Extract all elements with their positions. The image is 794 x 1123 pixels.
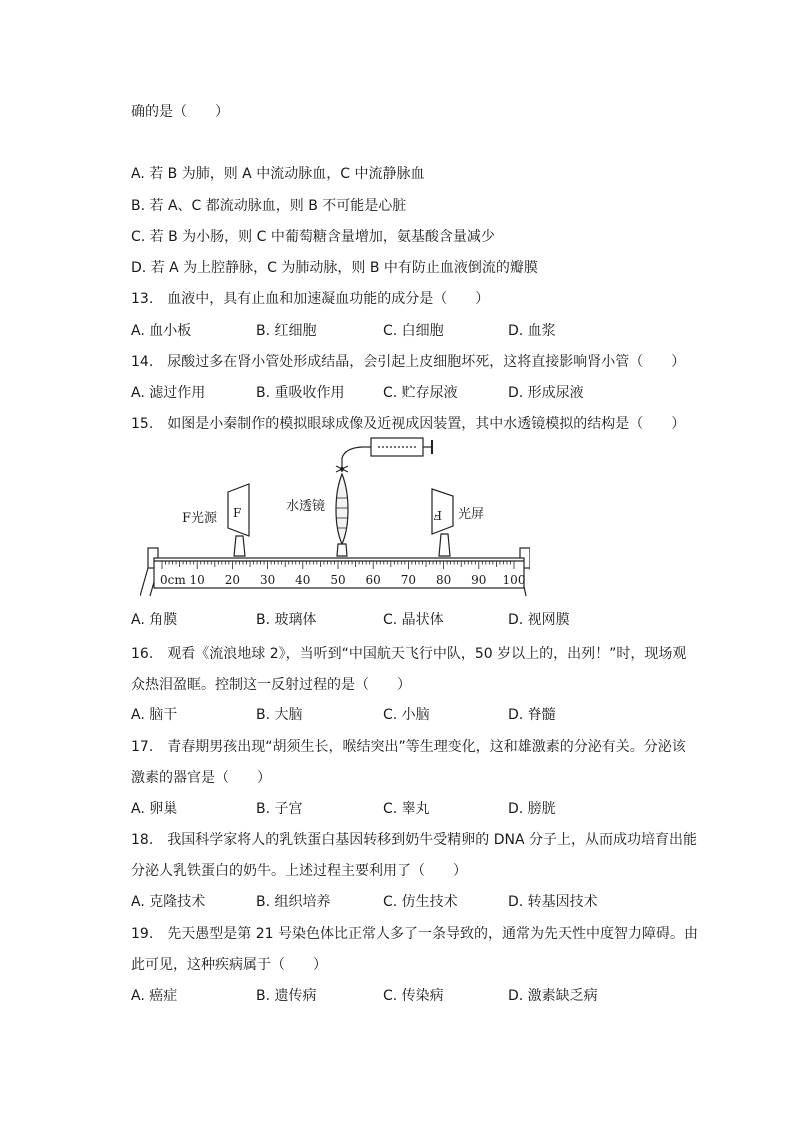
ruler-tick-label: 10 bbox=[189, 573, 205, 587]
ruler-tick-label: 80 bbox=[435, 573, 452, 587]
q16-stem-line2: 众热泪盈眶。控制这一反射过程的是（ ） bbox=[131, 677, 411, 693]
q18-stem-line1: 18. 我国科学家将人的乳铁蛋白基因转移到奶牛受精卵的 DNA 分子上，从而成功培育出能 bbox=[131, 832, 697, 848]
ruler-tick-label: 90 bbox=[471, 573, 487, 587]
q17-option-d: D. 膀胱 bbox=[508, 801, 556, 817]
optical-bench-ruler bbox=[140, 548, 530, 596]
ruler-tick-label: 60 bbox=[365, 573, 381, 587]
q17-option-a: A. 卵巢 bbox=[131, 801, 178, 817]
q13-option-d: D. 血浆 bbox=[508, 323, 556, 339]
ruler-tick-label: 100 bbox=[502, 573, 526, 587]
ruler-tick-label: 30 bbox=[259, 573, 276, 587]
light-source-letter: F bbox=[233, 506, 242, 520]
q19-stem-line2: 此可见，这种疾病属于（ ） bbox=[131, 957, 327, 973]
ruler-tick-label: 70 bbox=[400, 573, 417, 587]
light-source-label: F光源 bbox=[182, 511, 218, 526]
q12-option-b: B. 若 A、C 都流动脉血，则 B 不可能是心脏 bbox=[131, 198, 407, 214]
eye-model-figure bbox=[140, 434, 530, 606]
q19-stem-line1: 19. 先天愚型是第 21 号染色体比正常人多了一条导致的，通常为先天性中度智力障碍。由 bbox=[131, 926, 698, 942]
q15-stem: 15. 如图是小秦制作的模拟眼球成像及近视成因装置，其中水透镜模拟的结构是（ ） bbox=[131, 416, 686, 432]
screen-label: 光屏 bbox=[458, 507, 485, 522]
ruler-tick-label: 40 bbox=[295, 573, 311, 587]
q15-option-c: C. 晶状体 bbox=[383, 612, 444, 628]
water-lens-icon bbox=[336, 474, 348, 556]
q18-stem-line2: 分泌人乳铁蛋白的奶牛。上述过程主要利用了（ ） bbox=[131, 863, 467, 879]
ruler-tick-label: 0cm bbox=[160, 573, 186, 587]
q18-option-c: C. 仿生技术 bbox=[383, 894, 458, 910]
q19-option-b: B. 遗传病 bbox=[256, 988, 317, 1004]
q14-option-d: D. 形成尿液 bbox=[508, 385, 584, 401]
q13-stem: 13. 血液中，具有止血和加速凝血功能的成分是（ ） bbox=[131, 291, 490, 307]
q12-stem-tail: 确的是（ ） bbox=[131, 104, 229, 120]
q15-option-d: D. 视网膜 bbox=[508, 612, 570, 628]
q17-stem-line2: 激素的器官是（ ） bbox=[131, 770, 271, 786]
q15-option-b: B. 玻璃体 bbox=[256, 612, 317, 628]
q16-option-d: D. 脊髓 bbox=[508, 707, 556, 723]
q18-option-b: B. 组织培养 bbox=[256, 894, 331, 910]
q13-option-c: C. 白细胞 bbox=[383, 323, 444, 339]
q16-stem-line1: 16. 观看《流浪地球 2》，当听到“中国航天飞行中队，50 岁以上的，出列！”时，现场观 bbox=[131, 646, 687, 662]
q12-option-d: D. 若 A 为上腔静脉，C 为肺动脉，则 B 中有防止血液倒流的瓣膜 bbox=[131, 260, 538, 276]
q13-option-a: A. 血小板 bbox=[131, 323, 192, 339]
syringe-icon bbox=[342, 438, 432, 472]
q15-option-a: A. 角膜 bbox=[131, 612, 178, 628]
water-lens-label: 水透镜 bbox=[286, 499, 326, 514]
light-source-icon bbox=[228, 484, 249, 556]
q12-option-c: C. 若 B 为小肠，则 C 中葡萄糖含量增加，氨基酸含量减少 bbox=[131, 229, 495, 245]
q14-option-a: A. 滤过作用 bbox=[131, 385, 206, 401]
q14-stem: 14. 尿酸过多在肾小管处形成结晶，会引起上皮细胞坏死，这将直接影响肾小管（ ） bbox=[131, 354, 686, 370]
q18-option-d: D. 转基因技术 bbox=[508, 894, 598, 910]
q18-option-a: A. 克隆技术 bbox=[131, 894, 206, 910]
q19-option-d: D. 激素缺乏病 bbox=[508, 988, 598, 1004]
q16-option-b: B. 大脑 bbox=[256, 707, 303, 723]
ruler-tick-label: 50 bbox=[330, 573, 346, 587]
q19-option-c: C. 传染病 bbox=[383, 988, 444, 1004]
q16-option-a: A. 脑干 bbox=[131, 707, 178, 723]
q16-option-c: C. 小脑 bbox=[383, 707, 430, 723]
q19-option-a: A. 癌症 bbox=[131, 988, 178, 1004]
q14-option-b: B. 重吸收作用 bbox=[256, 385, 345, 401]
q13-option-b: B. 红细胞 bbox=[256, 323, 317, 339]
q17-option-c: C. 睾丸 bbox=[383, 801, 430, 817]
q12-option-a: A. 若 B 为肺，则 A 中流动脉血，C 中流静脉血 bbox=[131, 166, 425, 182]
q14-option-c: C. 贮存尿液 bbox=[383, 385, 458, 401]
q17-stem-line1: 17. 青春期男孩出现“胡须生长，喉结突出”等生理变化，这和雄激素的分泌有关。分泌该 bbox=[131, 739, 686, 755]
q17-option-b: B. 子宫 bbox=[256, 801, 303, 817]
screen-letter: F bbox=[433, 508, 442, 522]
ruler-tick-label: 20 bbox=[224, 573, 241, 587]
